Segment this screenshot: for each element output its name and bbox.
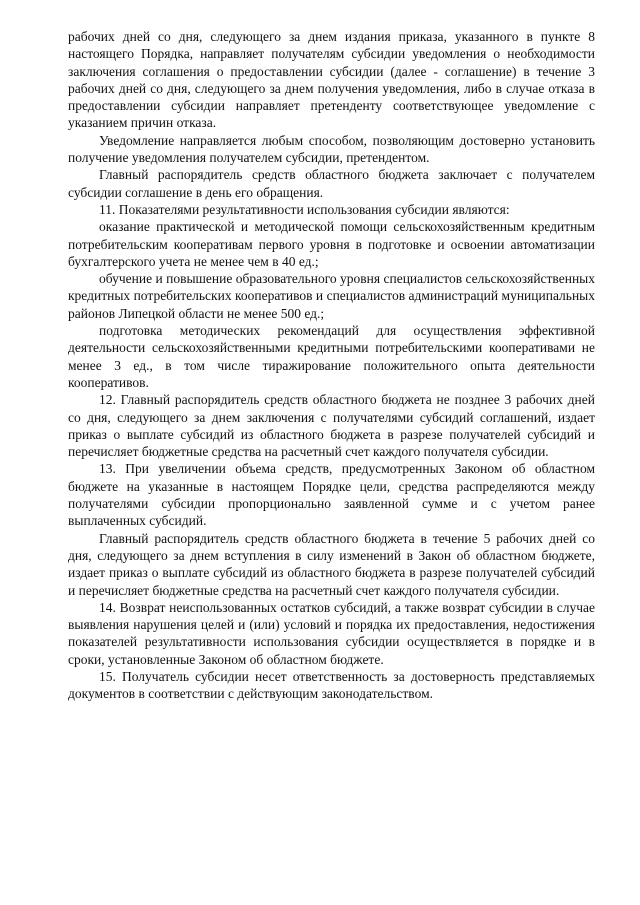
document-page: [68, 28, 595, 703]
paragraph-1: рабочих дней со дня, следующего за днем издания приказа, указанного в пункте 8 настоящего Порядка, направляет получателям субсидии уведомления о необходимости заключения соглашения о предоставлении субсидии (далее - соглашение) в течение 3 рабочих дней со дня, следующего за днем получения уведомления, либо в случае отказа в предоставлении субсидии направляет претенденту соответствующее уведомление с указанием причин отказа.: [68, 29, 595, 131]
paragraph-9: 13. При увеличении объема средств, предусмотренных Законом об областном бюджете на указанные в настоящем Порядке цели, средства распределяются между получателями субсидии пропорционально заявленной сумме и с учетом ранее выплаченных субсидий.: [68, 461, 595, 529]
paragraph-10: Главный распорядитель средств областного бюджета в течение 5 рабочих дней со дня, следующего за днем вступления в силу изменений в Закон об областном бюджете, издает приказ о выплате субсидий из областного бюджета в разрезе получателей субсидий и перечисляет бюджетные средства на расчетный счет каждого получателя субсидии.: [68, 530, 595, 598]
paragraph-5: оказание практической и методической помощи сельскохозяйственным кредитным потребительским кооперативам первого уровня в подготовке и освоении автоматизации бухгалтерского учета не менее чем в 40 ед.;: [68, 219, 595, 269]
paragraph-12: 15. Получатель субсидии несет ответственность за достоверность представляемых документов в соответствии с действующим законодательством.: [68, 668, 595, 702]
paragraph-8: 12. Главный распорядитель средств областного бюджета не позднее 3 рабочих дней со дня, следующего за днем заключения с получателями субсидий соглашений, издает приказ о выплате субсидий из областного бюджета в разрезе получателей субсидий и перечисляет бюджетные средства на расчетный счет каждого получателя субсидии.: [68, 392, 595, 460]
paragraph-11: 14. Возврат неиспользованных остатков субсидий, а также возврат субсидии в случае выявления нарушения целей и (или) условий и порядка их предоставления, недостижения показателей результативности использования субсидии осуществляется в порядке и в сроки, установленные Законом об областном бюджете.: [68, 599, 595, 667]
paragraph-4: 11. Показателями результативности использования субсидии являются:: [99, 201, 510, 217]
paragraph-3: Главный распорядитель средств областного бюджета заключает с получателем субсидии соглашение в день его обращения.: [68, 167, 595, 200]
paragraph-6: обучение и повышение образовательного уровня специалистов сельскохозяйственных кредитных потребительских кооперативов и специалистов администраций муниципальных районов Липецкой области не менее 500 ед.;: [68, 271, 595, 321]
paragraph-2: Уведомление направляется любым способом, позволяющим достоверно установить получение уведомления получателем субсидии, претендентом.: [68, 132, 595, 166]
paragraph-7: подготовка методических рекомендаций для осуществления эффективной деятельности сельскохозяйственными кредитными потребительскими кооперативами не менее 3 ед., в том числе тиражирование положительного опыта деятельности кооперативов.: [68, 323, 595, 390]
